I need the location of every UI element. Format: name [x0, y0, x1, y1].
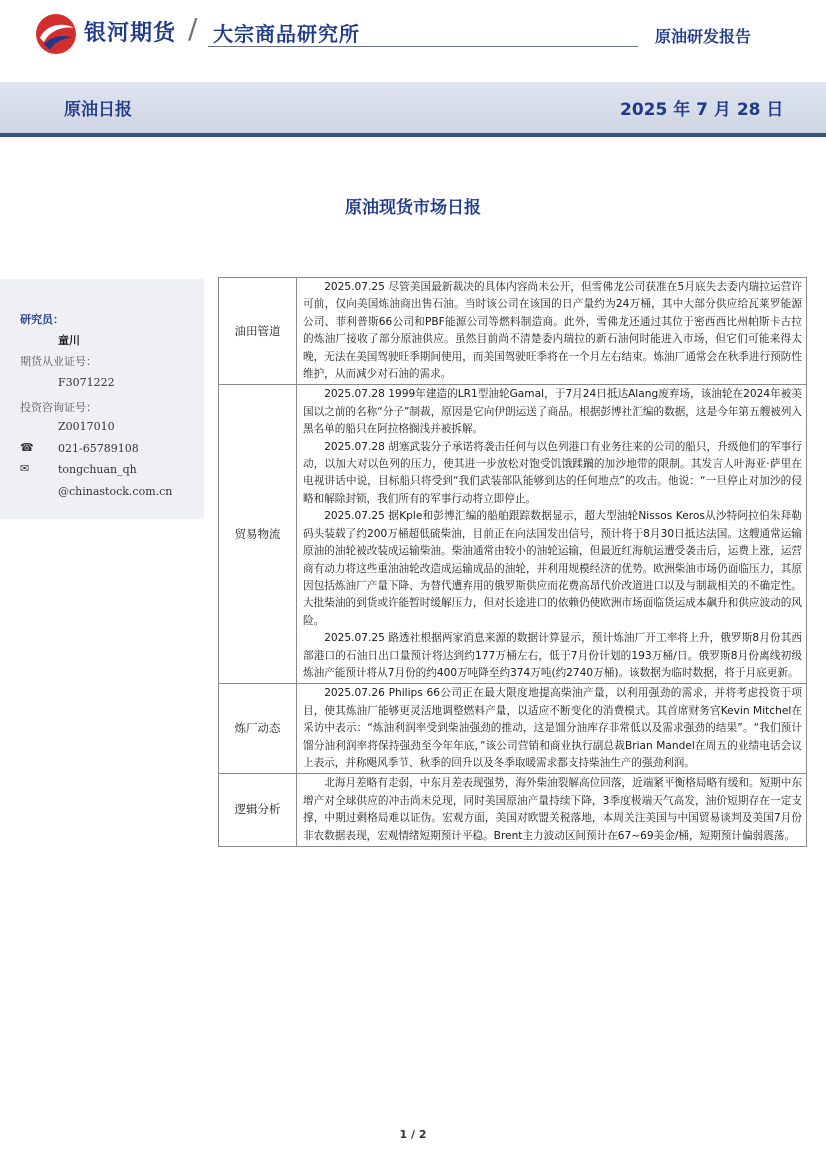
- email-line-1[interactable]: tongchuan_qh: [58, 463, 137, 476]
- report-type: 原油研发报告: [655, 27, 752, 46]
- analyst-name: 童川: [58, 334, 80, 347]
- section-content: [297, 278, 807, 385]
- news-paragraph: 2025.07.25 路透社根据两家消息来源的数据计算显示，预计炼油厂开工率将上升，俄罗斯8月份其西部港口的石油日出口量预计将达到约177万桶左右，低于7月份计划的193万桶/日。俄罗斯8月份离线初级炼油产能预计将从7月份的约400万吨降至约374万吨(约2740万桶)。该数据为临时数据，将于月底更新。: [303, 632, 802, 679]
- section-content: [297, 385, 807, 684]
- section-content: [297, 774, 807, 847]
- section-row-analysis: [219, 774, 807, 847]
- brand-division: 大宗商品研究所: [213, 22, 360, 46]
- daily-title: 原油日报: [64, 100, 132, 120]
- brand-name: 银河期货: [84, 21, 177, 46]
- section-category: 油田管道: [219, 278, 297, 385]
- section-category: 炼厂动态: [219, 684, 297, 774]
- news-table: [218, 277, 807, 847]
- phone-icon: ☎: [20, 441, 34, 454]
- investment-number: Z0017010: [58, 420, 115, 433]
- section-category: 逻辑分析: [219, 774, 297, 847]
- page-number: 1 / 2: [399, 1128, 427, 1141]
- news-paragraph: 2025.07.26 Philips 66公司正在最大限度地提高柴油产量，以利用强劲的需求，并将考虑投资于项目，使其炼油厂能够更灵活地调整燃料产量，以适应不断变化的消费模式。其首席财务官Kevin Mitchel在采访中表示：“炼油利润率受到柴油强劲的推动，这是馏分油库存非常低以及需求强劲的结果”。“我们预计馏分油利润率将保持强劲至今年年底，”该公司营销和商业执行副总裁Brian Mandel在周五的业绩电话会议上表示，并称飓风季节、秋季的回升以及冬季取暖需求都支持柴油生产的强劲利润。: [303, 687, 802, 769]
- news-paragraph: 2025.07.28 1999年建造的LR1型油轮Gamal，于7月24日抵达Alang废弃场，该油轮在2024年被美国以之前的名称“分子”制裁，原因是它向伊朗运送了商品。根据彭博社汇编的数据，这是今年第五艘被列入黑名单的船只在阿拉格搁浅并被拆解。: [303, 388, 802, 436]
- header-divider: [208, 46, 638, 47]
- section-row-trade: [219, 385, 807, 684]
- section-category: 贸易物流: [219, 385, 297, 684]
- galaxy-logo-icon: [34, 12, 78, 56]
- brand-separator: /: [188, 12, 198, 45]
- investment-label: 投资咨询证号：: [20, 401, 97, 414]
- page-title: 原油现货市场日报: [345, 198, 481, 218]
- section-content: [297, 684, 807, 774]
- title-band-accent: [0, 133, 826, 137]
- analyst-label: 研究员：: [20, 313, 64, 326]
- phone-number: 021-65789108: [58, 442, 139, 455]
- brand-bar: [0, 0, 826, 70]
- report-date: 2025 年 7 月 28 日: [620, 100, 784, 120]
- qualification-number: F3071222: [58, 376, 115, 389]
- news-paragraph: 2025.07.25 尽管美国最新裁决的具体内容尚未公开，但雪佛龙公司获准在5月底失去委内瑞拉运营许可前，仅向美国炼油商出售石油。当时该公司在该国的日产量约为24万桶，其中大部分供应给瓦莱罗能源公司、菲利普斯66公司和PBF能源公司等燃料制造商。此外，雪佛龙还通过其位于密西西比州帕斯卡古拉的炼油厂接收了部分原油供应。虽然目前尚不清楚委内瑞拉的新石油何时能进入市场，但它们可能来得太晚，无法在美国驾驶旺季期间使用，而美国驾驶旺季将在一个月左右结束。炼油厂通常会在秋季进行预防性维护，从而减少对石油的需求。: [303, 281, 802, 381]
- mail-icon: ✉: [20, 462, 30, 475]
- news-paragraph: 2025.07.28 胡塞武装分子承诺将袭击任何与以色列港口有业务往来的公司的船只，升级他们的军事行动，以加大对以色列的压力，使其进一步放松对饱受饥饿蹂躏的加沙地带的限制。其发言人叶海亚·萨里在电视讲话中说，目标船只将受到“我们武装部队能够到达的任何地点”的攻击。他说：“一旦停止对加沙的侵略和解除封锁，我们所有的军事行动将立即停止。: [303, 440, 802, 505]
- news-paragraph: 北海月差略有走弱，中东月差表现强势，海外柴油裂解高位回落，近端紧平衡格局略有缓和。短期中东增产对全球供应的冲击尚未兑现，同时美国原油产量持续下降，3季度极端天气高发，油价短期存在一定支撑，中期过剩格局难以证伪。宏观方面，美国对欧盟关税落地，本周关注美国与中国贸易谈判及美国7月份非农数据表现，宏观情绪短期预计平稳。Brent主力波动区间预计在67~69美金/桶，短期预计偏弱震荡。: [303, 777, 802, 842]
- news-paragraph: 2025.07.25 据Kple和彭博汇编的船舶跟踪数据显示，超大型油轮Nissos Keros从沙特阿拉伯朱拜勒码头装载了约200万桶超低硫柴油，目前正在向法国发出信号，预计将于8月30日抵达法国。这艘通常运输原油的油轮被改装成运输柴油。柴油通常由较小的油轮运输，但最近红海航运遭受袭击后，运费上涨，运营商有动力将这些重油油轮改造成运输成品的油轮，并利用规模经济的优势。欧洲柴油市场仍面临压力，其原因包括炼油厂产量下降、为替代遭弃用的俄罗斯供应而花费高昂代价改道进口以及与制裁相关的不确定性。大批柴油的到货或许能暂时缓解压力，但对长途进口的依赖仍使欧洲市场面临货运成本飙升和供应波动的风险。: [303, 510, 802, 627]
- section-row-oilfield: [219, 278, 807, 385]
- section-row-refinery: [219, 684, 807, 774]
- qualification-label: 期货从业证号：: [20, 355, 97, 368]
- email-line-2[interactable]: @chinastock.com.cn: [58, 485, 173, 498]
